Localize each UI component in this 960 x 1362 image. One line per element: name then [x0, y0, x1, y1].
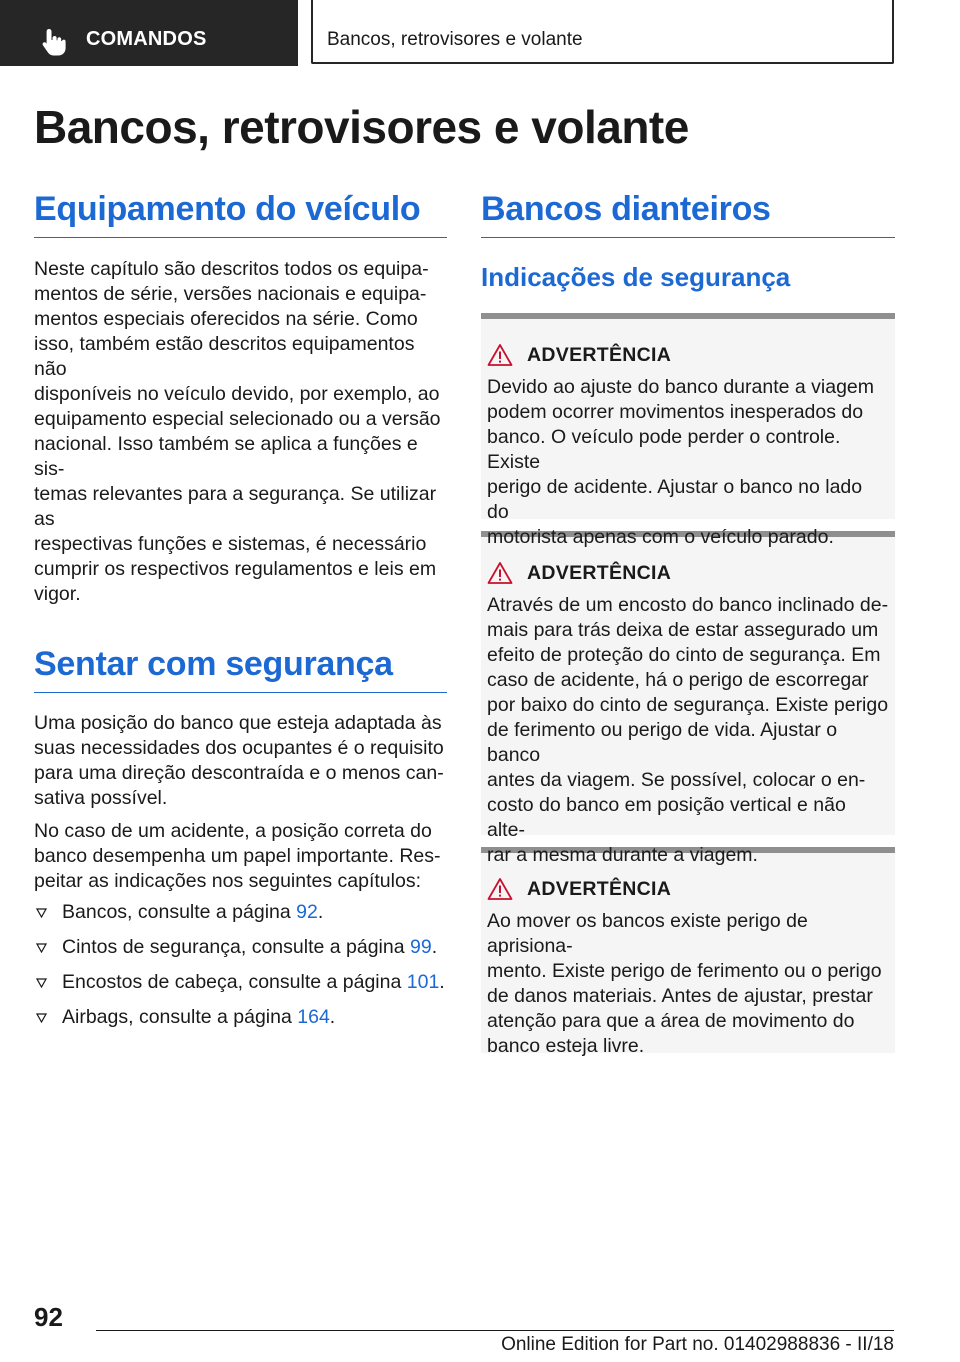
warning-box [481, 313, 895, 548]
section-tab[interactable] [311, 0, 894, 64]
warning-text: Devido ao ajuste do banco durante a viagem podem ocorrer movimentos inesperados do banco. O veículo pode perder o controle. Existe perigo de acidente. Ajustar o banco no lado do motorista apenas com o veículo parado. [487, 376, 875, 548]
page-link-101[interactable]: 101 [406, 971, 440, 993]
sitting-heading: Sentar com segurança [34, 645, 447, 693]
left-column [34, 190, 447, 1040]
page-number: 92 [34, 1302, 63, 1332]
page-title: Bancos, retrovisores e volante [34, 101, 689, 153]
warning-triangle-icon [487, 561, 513, 585]
warning-triangle-icon [487, 343, 513, 367]
triangle-bullet-icon [36, 978, 47, 988]
reference-text: Airbags, consulte a página [62, 1006, 298, 1028]
triangle-bullet-icon [36, 1013, 47, 1023]
page-link-164[interactable]: 164 [297, 1006, 330, 1028]
warning-triangle-icon [487, 877, 513, 901]
reference-suffix: . [317, 901, 324, 923]
page-header [0, 0, 960, 66]
edition-info: Online Edition for Part no. 01402988836 - II/18 [501, 1334, 894, 1355]
page-link-99[interactable]: 99 [409, 936, 432, 958]
sitting-paragraph-2: No caso de um acidente, a posição correta do banco desempenha um papel importante. Res- peitar as indicações nos seguintes capítulos: [34, 820, 441, 892]
reference-text: Bancos, consulte a página [62, 901, 297, 923]
chapter-tab[interactable] [0, 0, 298, 66]
warning-title: ADVERTÊNCIA [527, 561, 672, 584]
chapter-label: COMANDOS [86, 28, 207, 50]
page-link-92[interactable]: 92 [296, 901, 318, 923]
footer-divider [96, 1330, 894, 1331]
reference-suffix: . [329, 1006, 336, 1028]
equipment-heading: Equipamento do veículo [34, 190, 447, 238]
list-item [34, 1005, 447, 1030]
triangle-bullet-icon [36, 943, 47, 953]
warning-text: Através de um encosto do banco inclinado de- mais para trás deixa de estar assegurado um efeito de proteção do cinto de segurança. Em caso de acidente, há o perigo de escorregar por baixo do cinto de segurança. Existe perigo de ferimento ou perigo de vida. Ajustar o banco antes da viagem. Se possível, colocar o en- costo do banco em posição vertical e não alte- rar a mesma durante a viagem. [487, 594, 889, 866]
triangle-bullet-icon [36, 908, 47, 918]
warning-title: ADVERTÊNCIA [527, 343, 672, 366]
warning-header [487, 875, 889, 903]
reference-text: Encostos de cabeça, consulte a página [62, 971, 407, 993]
warning-text: Ao mover os bancos existe perigo de aprisiona- mento. Existe perigo de ferimento ou o perigo de danos materiais. Antes de ajustar, prestar atenção para que a área de movimento do banco esteja livre. [487, 910, 882, 1057]
front-seats-heading: Bancos dianteiros [481, 190, 895, 238]
section-label: Bancos, retrovisores e volante [327, 29, 583, 50]
reference-text: Cintos de segurança, consulte a página [62, 936, 410, 958]
right-column [481, 190, 895, 1057]
reference-suffix: . [439, 971, 445, 993]
list-item [34, 900, 447, 925]
warning-header [487, 559, 889, 587]
warning-box [481, 847, 895, 1057]
sitting-paragraph-1: Uma posição do banco que esteja adaptada às suas necessidades dos ocupantes é o requisito para uma direção descontraída e o menos can- sativa possível. [34, 712, 444, 809]
warning-title: ADVERTÊNCIA [527, 877, 672, 900]
equipment-paragraph: Neste capítulo são descritos todos os equipa- mentos de série, versões nacionais e equipa- mentos especiais oferecidos na série. Como isso, também estão descritos equipamentos não disponíveis no veículo devido, por exemplo, ao equipamento especial selecionado ou a versão nacional. Isso também se aplica a funções e sis- temas relevantes para a segurança. Se utilizar as respectivas funções e sistemas, é necessário cumprir os respectivos regulamentos e leis em vigor. [34, 258, 441, 605]
hand-pointer-icon [40, 27, 68, 57]
list-item [34, 935, 447, 960]
list-item [34, 970, 447, 995]
safety-notes-heading: Indicações de segurança [481, 262, 791, 292]
reference-suffix: . [431, 936, 438, 958]
reference-list [34, 900, 447, 1030]
warning-box [481, 531, 895, 866]
warning-header [487, 341, 889, 369]
